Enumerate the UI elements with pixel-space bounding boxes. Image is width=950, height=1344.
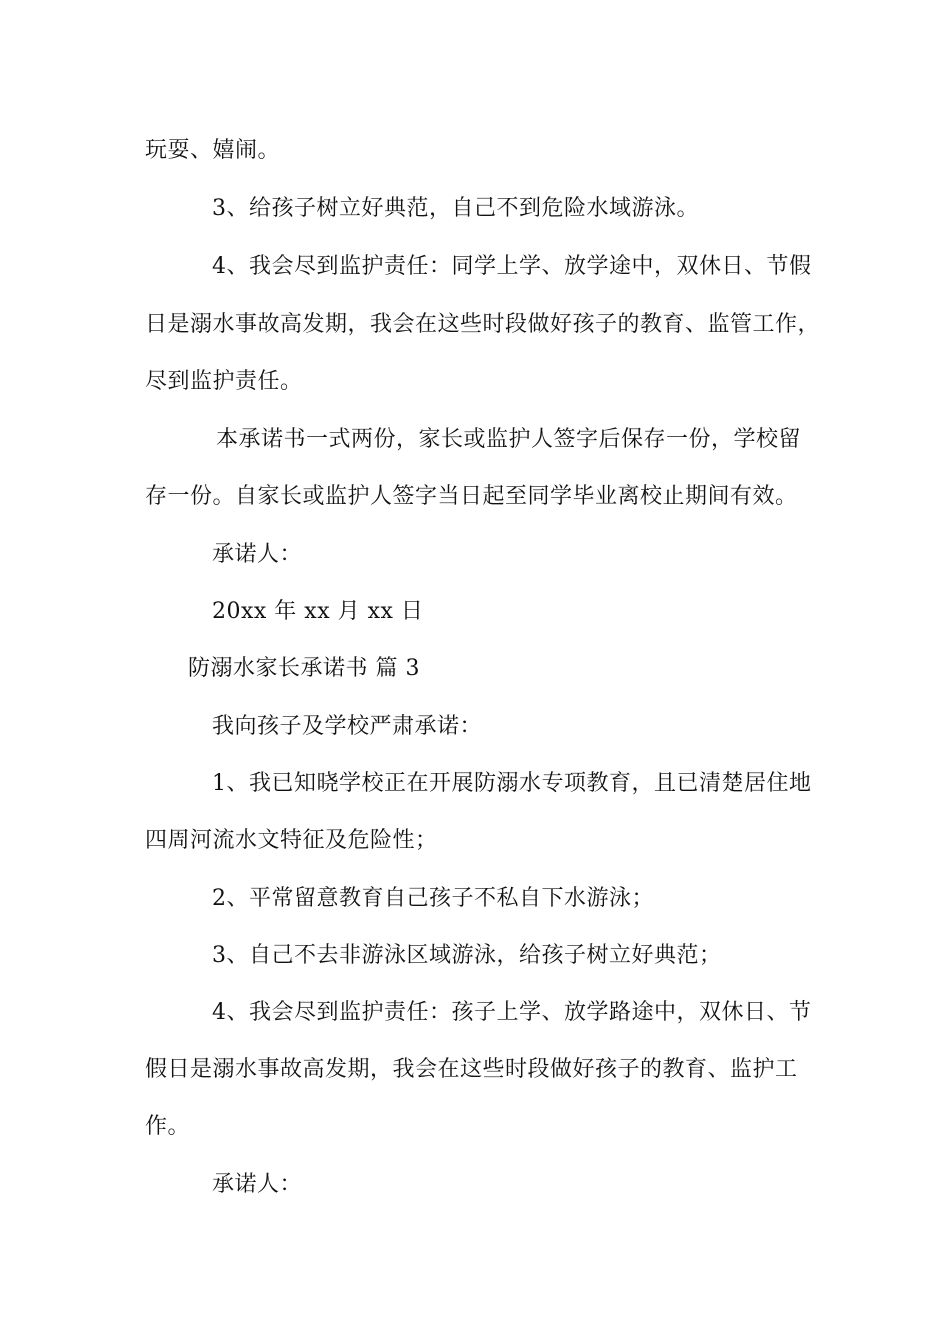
text-line: 假日是溺水事故高发期，我会在这些时段做好孩子的教育、监护工 [145,1057,798,1082]
text-line: 尽到监护责任。 [145,369,303,394]
date-line: 20xx 年 xx 月 xx 日 [212,599,424,624]
text-line: 3、自己不去非游泳区域游泳，给孩子树立好典范； [212,943,722,968]
text-line: 我向孩子及学校严肃承诺： [212,714,483,739]
signatory-label: 承诺人： [212,542,303,567]
text-line: 日是溺水事故高发期，我会在这些时段做好孩子的教育、监管工作， [145,312,821,337]
text-line: 四周河流水文特征及危险性； [145,828,438,853]
text-line: 作。 [145,1114,191,1139]
signatory-label: 承诺人： [212,1172,303,1197]
section-heading: 防溺水家长承诺书 篇 3 [188,656,420,681]
text-line: 1、我已知晓学校正在开展防溺水专项教育，且已清楚居住地 [212,771,812,796]
text-line: 玩耍、嬉闹。 [145,138,281,163]
text-line: 4、我会尽到监护责任：同学上学、放学途中，双休日、节假 [212,254,812,279]
text-line: 2、平常留意教育自己孩子不私自下水游泳； [212,886,654,911]
text-line: 本承诺书一式两份，家长或监护人签字后保存一份，学校留 [216,427,802,452]
text-line: 3、给孩子树立好典范，自己不到危险水域游泳。 [212,196,699,221]
text-line: 存一份。自家长或监护人签字当日起至同学毕业离校止期间有效。 [145,484,798,509]
text-line: 4、我会尽到监护责任：孩子上学、放学路途中，双休日、节 [212,1000,812,1025]
